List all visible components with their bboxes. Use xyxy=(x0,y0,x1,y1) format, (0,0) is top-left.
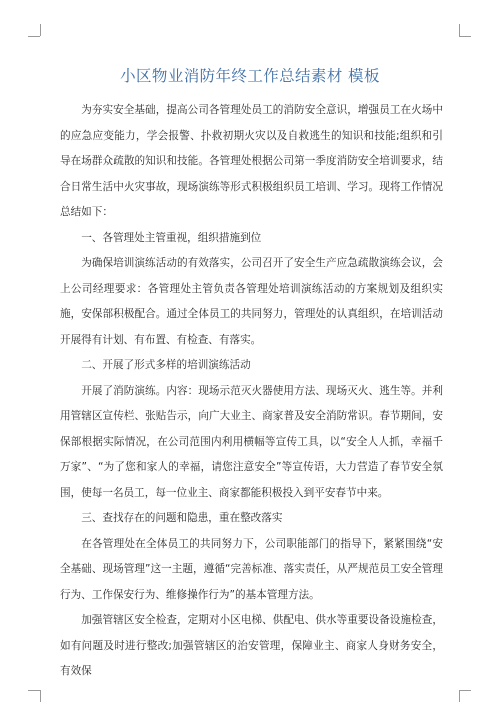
crop-mark-bottom-right-horizontal xyxy=(459,690,471,691)
document-title: 小区物业消防年终工作总结素材 模板 xyxy=(120,67,380,85)
crop-mark-top-left-horizontal xyxy=(28,36,40,37)
section-heading-3: 三、查找存在的问题和隐患，重在整改落实 xyxy=(81,512,283,524)
section-heading-1: 一、各管理处主管重视，组织措施到位 xyxy=(81,231,262,244)
paragraph-intro: 为夯实安全基础，提高公司各管理处员工的消防安全意识，增强员工在火场中的应急应变能力，学会报警、扑救初期火灾以及自救逃生的知识和技能;组织和引导在场群众疏散的知识和技能。各管理处根据公司第一季度消防安全培训要求，结合日常生活中火灾事故，现场演练等形式积极组织员工培训、学习。现将工作情况总结如下： xyxy=(60,104,443,218)
paragraph-section-3b: 加强管辖区安全检查，定期对小区电梯、供配电、供水等重要设备设施检查，如有问题及时进行整改;加强管辖区的治安管理，保障业主、商家人身财务安全，有效保 xyxy=(60,614,443,677)
crop-mark-bottom-left-vertical xyxy=(40,690,41,702)
paragraph-section-1: 为确保培训演练活动的有效落实，公司召开了安全生产应急疏散演练会议，会上公司经理要求：各管理处主管负责各管理处培训演练活动的方案规划及组织实施，安保部积极配合。通过全体员工的共同努力，管理处的认真组织，在培训活动开展得有计划、有布置、有检查、有落实。 xyxy=(60,257,443,346)
paragraph-section-2: 开展了消防演练。内容：现场示范灭火器使用方法、现场灭火、逃生等。并利用管辖区宣传栏、张贴告示，向广大业主、商家普及安全消防常识。春节期间，安保部根据实际情况，在公司范围内利用横幅等宣传工具，以“安全人人抓，幸福千万家”、“为了您和家人的幸福，请您注意安全”等宣传语，大力营造了春节安全氛围，使每一名员工，每一位业主、商家都能积极投入到平安春节中来。 xyxy=(60,384,443,499)
paragraph-section-3a: 在各管理处在全体员工的共同努力下，公司职能部门的指导下，紧紧围绕“安全基础、现场管理”这一主题，遵循“完善标准、落实责任，从严规范员工安全管理行为、工作保安行为、维修操作行为”的基本管理方法。 xyxy=(60,537,443,601)
crop-mark-top-right-vertical xyxy=(459,24,460,36)
section-heading-2: 二、开展了形式多样的培训演练活动 xyxy=(81,359,251,371)
document-body xyxy=(60,98,443,685)
crop-mark-bottom-left-horizontal xyxy=(28,690,40,691)
crop-mark-top-left-vertical xyxy=(40,24,41,36)
crop-mark-bottom-right-vertical xyxy=(459,690,460,702)
crop-mark-top-right-horizontal xyxy=(459,36,471,37)
